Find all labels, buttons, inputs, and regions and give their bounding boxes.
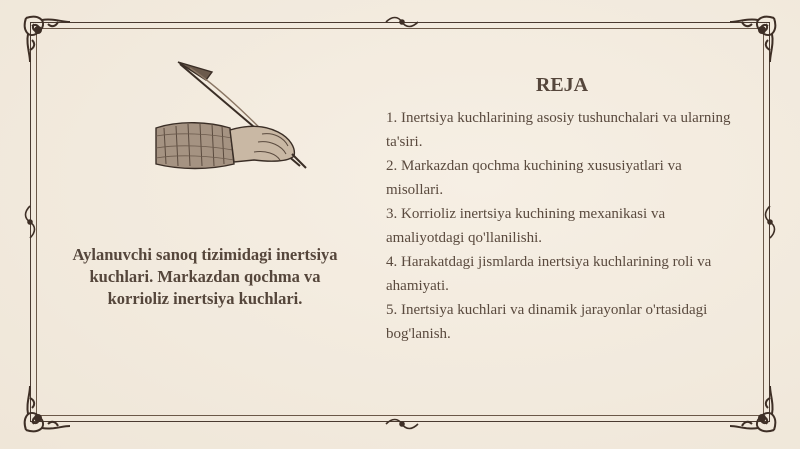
flourish-bottom-icon	[384, 416, 420, 432]
plan-item: 1. Inertsiya kuchlarining asosiy tushunchalari va ularning ta'siri.	[386, 110, 731, 150]
plan-item: 3. Korrioliz inertsiya kuchining mexanikasi va amaliyotdagi qo'llanilishi.	[386, 206, 666, 246]
corner-ornament-icon	[722, 378, 782, 438]
flourish-right-icon	[762, 204, 778, 240]
plan-item: 5. Inertsiya kuchlari va dinamik jarayonlar o'rtasidagi bog'lanish.	[386, 302, 708, 342]
flourish-top-icon	[384, 14, 420, 30]
plan-list	[386, 106, 736, 346]
corner-ornament-icon	[18, 10, 78, 70]
plan-item: 4. Harakatdagi jismlarda inertsiya kuchlarining roli va ahamiyati.	[386, 254, 712, 294]
slide-title: Aylanuvchi sanoq tizimidagi inertsiya kuchlari. Markazdan qochma va korrioliz inertsiya kuchlari.	[72, 245, 338, 308]
plan-item: 2. Markazdan qochma kuchining xususiyatlari va misollari.	[386, 158, 682, 198]
corner-ornament-icon	[18, 378, 78, 438]
plan-heading: REJA	[535, 74, 589, 96]
corner-ornament-icon	[722, 10, 782, 70]
flourish-left-icon	[22, 204, 38, 240]
hand-quill-illustration-icon	[150, 58, 320, 178]
